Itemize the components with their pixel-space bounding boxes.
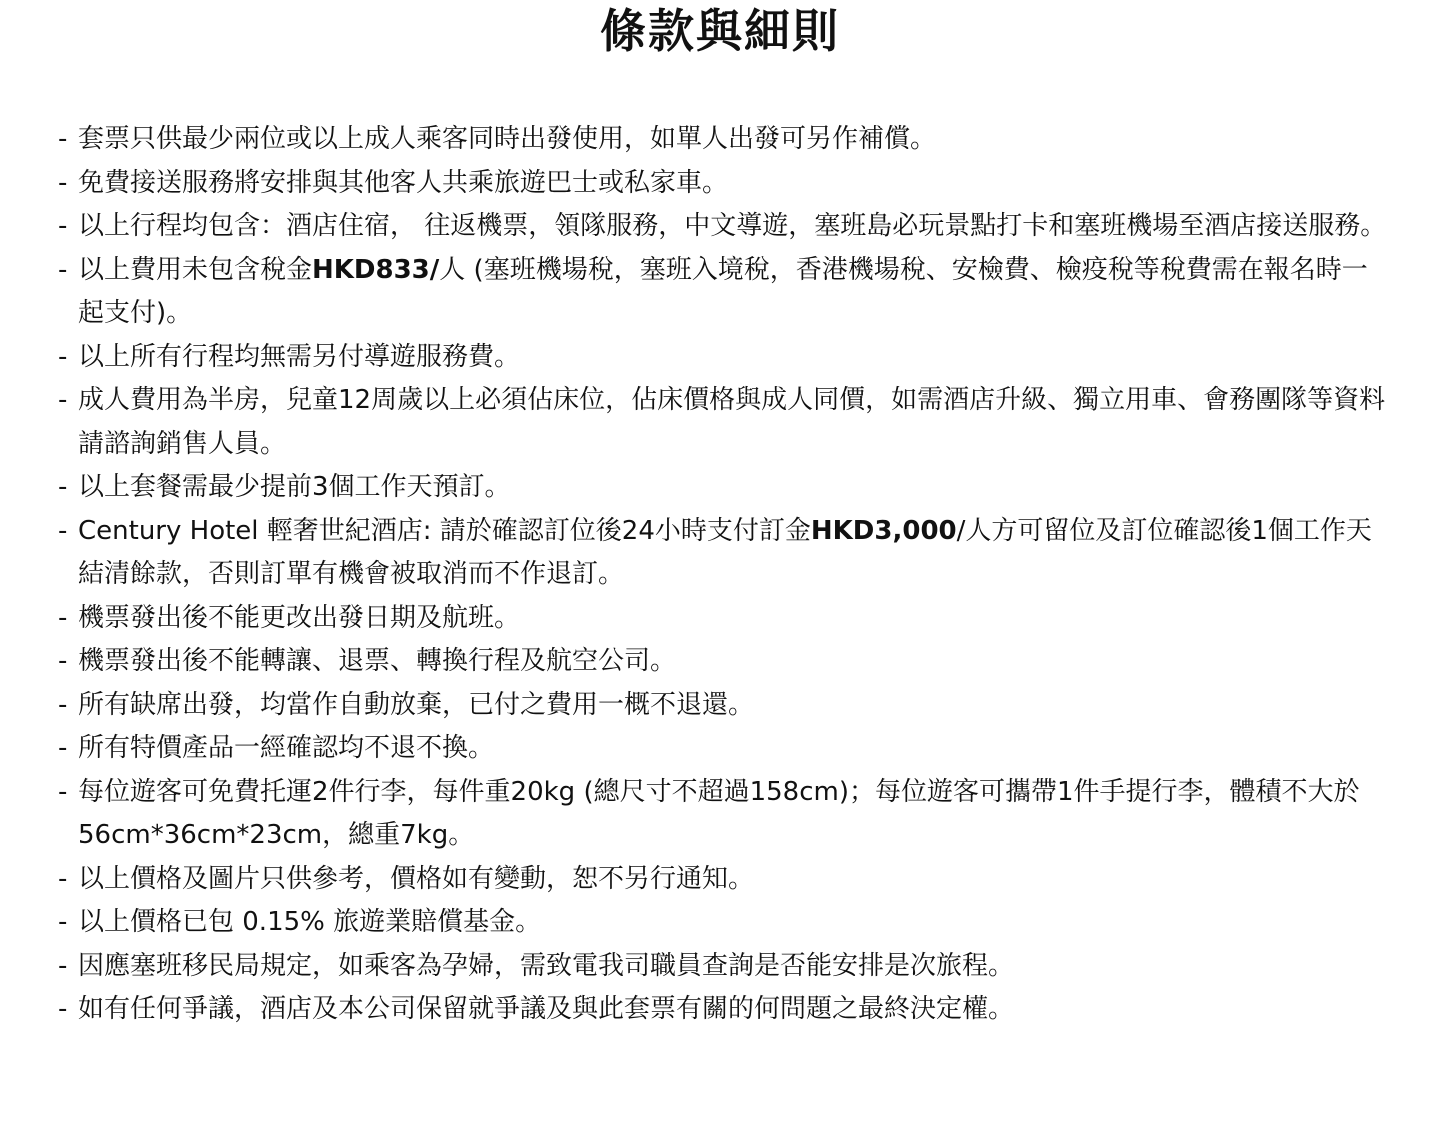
terms-item	[58, 901, 1388, 945]
page-title: 條款與細則	[600, 4, 840, 58]
terms-item	[58, 727, 1388, 771]
terms-item	[58, 510, 1388, 597]
terms-item	[58, 771, 1388, 858]
terms-item-emphasis: HKD3,000	[810, 515, 957, 546]
terms-item-text: 人 (塞班機場稅，塞班入境稅，香港機場稅、安檢費、檢疫稅等稅費需在報名時一起支付)。	[78, 254, 1368, 328]
bullet-dash: -	[58, 167, 68, 198]
bullet-dash: -	[58, 385, 68, 415]
terms-item	[58, 988, 1388, 1032]
bullet-dash: -	[58, 689, 68, 720]
bullet-dash: -	[58, 863, 68, 894]
bullet-dash: -	[58, 124, 68, 154]
terms-item-text: 以上價格已包 0.15% 旅遊業賠償基金。	[78, 907, 542, 937]
terms-item-text: 以上套餐需最少提前3個工作天預訂。	[78, 472, 511, 502]
bullet-dash: -	[58, 515, 68, 546]
terms-item-text: 機票發出後不能轉讓、退票、轉換行程及航空公司。	[78, 646, 677, 676]
terms-item	[58, 858, 1388, 902]
bullet-dash: -	[58, 646, 68, 676]
bullet-dash: -	[58, 254, 68, 285]
terms-item	[58, 945, 1388, 989]
bullet-dash: -	[58, 776, 68, 807]
bullet-dash: -	[58, 211, 68, 241]
bullet-dash: -	[58, 602, 68, 633]
terms-item-text: 機票發出後不能更改出發日期及航班。	[78, 602, 521, 633]
terms-item-text: 以上費用未包含稅金	[78, 254, 313, 285]
bullet-dash: -	[58, 907, 68, 937]
terms-item	[58, 118, 1388, 162]
terms-item-text: 免費接送服務將安排與其他客人共乘旅遊巴士或私家車。	[78, 167, 729, 198]
terms-item-text: 如有任何爭議，酒店及本公司保留就爭議及與此套票有關的何問題之最終決定權。	[78, 994, 1015, 1024]
terms-item	[58, 640, 1388, 684]
terms-list	[58, 118, 1388, 1032]
terms-item	[58, 597, 1388, 641]
terms-item	[58, 205, 1388, 249]
terms-item	[58, 336, 1388, 380]
terms-item-text: Century Hotel 輕奢世紀酒店: 請於確認訂位後24小時支付訂金	[78, 515, 811, 546]
terms-item	[58, 249, 1388, 336]
bullet-dash: -	[58, 994, 68, 1024]
terms-item	[58, 466, 1388, 510]
terms-item	[58, 162, 1388, 206]
terms-item-text: 以上所有行程均無需另付導遊服務費。	[78, 341, 521, 372]
terms-item-text: /人方可留位及訂位確認後1個工作天結清餘款，否則訂單有機會被取消而不作退訂。	[78, 515, 1372, 589]
terms-item-text: 套票只供最少兩位或以上成人乘客同時出發使用，如單人出發可另作補償。	[78, 124, 937, 154]
terms-item-text: 成人費用為半房，兒童12周歲以上必須佔床位，佔床價格與成人同價，如需酒店升級、獨立用車、會務團隊等資料請諮詢銷售人員。	[78, 385, 1386, 459]
terms-item-text: 以上行程均包含：酒店住宿， 往返機票，領隊服務，中文導遊，塞班島必玩景點打卡和塞班機場至酒店接送服務。	[78, 211, 1387, 241]
bullet-dash: -	[58, 472, 68, 502]
bullet-dash: -	[58, 950, 68, 981]
terms-item-text: 以上價格及圖片只供參考，價格如有變動，恕不另行通知。	[78, 863, 755, 894]
terms-item-emphasis: HKD833/	[312, 254, 440, 285]
bullet-dash: -	[58, 733, 68, 763]
terms-item-text: 所有缺席出發，均當作自動放棄，已付之費用一概不退還。	[78, 689, 755, 720]
terms-item-text: 因應塞班移民局規定，如乘客為孕婦，需致電我司職員查詢是否能安排是次旅程。	[78, 950, 1015, 981]
terms-item	[58, 379, 1388, 466]
terms-item-text: 每位遊客可免費托運2件行李，每件重20kg (總尺寸不超過158cm)；每位遊客可攜帶1件手提行李，體積不大於56cm*36cm*23cm，總重7kg。	[78, 776, 1360, 850]
terms-item-text: 所有特價產品一經確認均不退不換。	[78, 733, 495, 763]
terms-item	[58, 684, 1388, 728]
bullet-dash: -	[58, 341, 68, 372]
